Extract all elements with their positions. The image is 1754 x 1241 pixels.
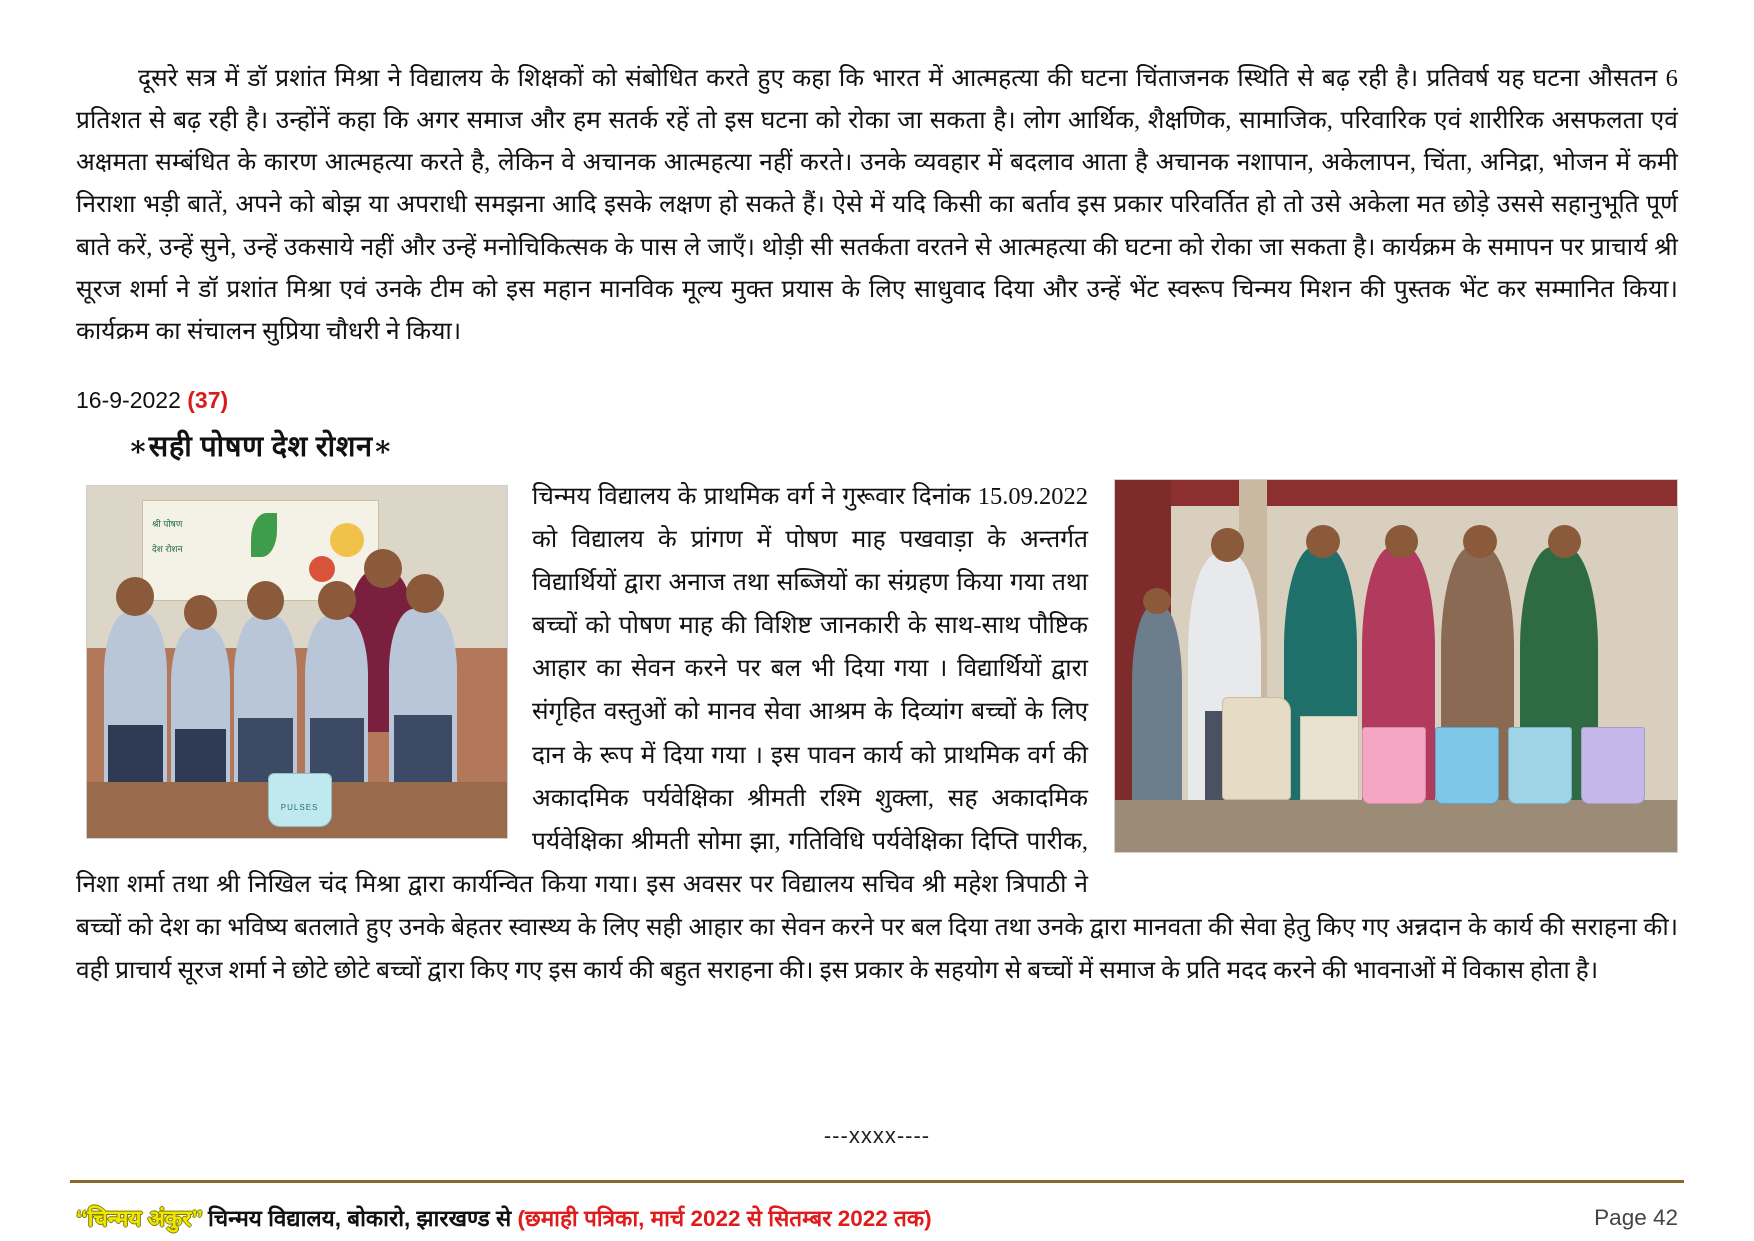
student-5-skirt xyxy=(394,715,453,782)
date-text: 16-9-2022 xyxy=(76,386,181,413)
bucket-pink xyxy=(1362,727,1426,803)
donation-bucket xyxy=(268,773,332,827)
person-6-head xyxy=(1548,525,1582,558)
person-5-head xyxy=(1463,525,1497,558)
footer-title xyxy=(76,1202,932,1233)
person-2-head xyxy=(1211,528,1245,561)
article-paragraph-1: चिन्मय विद्यालय के प्राथमिक वर्ग ने गुरूवार दिनांक 15.09.2022 को विद्यालय के प्रांगण में पोषण माह पखवाड़ा के अन्तर्गत विद्यार्थियों द्वारा अनाज तथा सब्जियों का संग्रहण किया गया तथा बच्चों को पोषण माह की विशिष्ट जानकारी के साथ-साथ पौष्टिक आहार का सेवन करने पर बल भी दिया गया । विद्यार्थियों द्वारा संगृहित वस्तुओं को मानव सेवा आश्रम के दिव्यांग बच्चों के लिए दान के रूप में दिया गया । इस पावन कार्य को प्राथमिक वर्ग की अकादमिक पर्यवेक्षिका श्रीमती रश्मि शुक्ला, सह अकादमिक पर्यवेक्षिका श्रीमती सोमा झा, गतिविधि पर्यवेक्षिका दिप्ति पारीक, निशा शर्मा तथा श्री निखिल चंद मिश्रा द्वारा कार्यन्वित किया गया। इस अवसर पर विद्यालय सचिव श्री महेश त्रिपाठी ने बच्चों को देश का भविष्य बतलाते हुए उनके बेहतर स्वास्थ्य के लिए सही आहार का सेवन करने पर बल दिया तथा उनके द्वारा मानवता की सेवा हेतु किए गए अन्नदान के कार्य की सराहना की। वही प्राचार्य सूरज शर्मा ने छोटे छोटे बच्चों द्वारा किए गए इस कार्य की बहुत सराहना की। इस प्रकार के सहयोग से बच्चों में समाज के प्रति मदद करने की भावनाओं में विकास होता है। xyxy=(76,482,1678,985)
student-5-head xyxy=(406,574,444,613)
date-line xyxy=(76,387,1678,414)
student-4-skirt xyxy=(310,718,365,781)
item-number: (37) xyxy=(187,386,229,413)
article-headline: ∗सही पोषण देश रोशन∗ xyxy=(128,430,394,463)
person-3-head xyxy=(1306,525,1340,558)
footer-rule xyxy=(70,1180,1684,1183)
student-3-head xyxy=(247,581,285,620)
footer-issue-range: (छमाही पत्रिका, मार्च 2022 से सितम्बर 2022 तक) xyxy=(517,1206,932,1231)
leaf-icon xyxy=(251,513,277,557)
person-1 xyxy=(1132,606,1183,799)
grain-sack xyxy=(1222,697,1291,799)
plastic-bag xyxy=(1300,716,1358,800)
section-separator: ---xxxx---- xyxy=(823,1123,931,1148)
page-number: Page 42 xyxy=(1594,1204,1678,1230)
student-2-trousers xyxy=(175,729,225,782)
bucket-cyan xyxy=(1508,727,1572,803)
article-body xyxy=(76,475,1678,992)
person-1-head xyxy=(1143,588,1171,614)
photo-students-with-bucket xyxy=(86,485,508,839)
bucket-blue xyxy=(1435,727,1499,803)
top-paragraph: दूसरे सत्र में डॉ प्रशांत मिश्रा ने विद्यालय के शिक्षकों को संबोधित करते हुए कहा कि भारत में आत्महत्या की घटना चिंताजनक स्थिति से बढ़ रही है। प्रतिवर्ष यह घटना औसतन 6 प्रतिशत से बढ़ रही है। उन्होंनें कहा कि अगर समाज और हम सतर्क रहें तो इस घटना को रोका जा सकता है। लोग आर्थिक, शैक्षणिक, सामाजिक, परिवारिक एवं शारीरिक असफलता एवं अक्षमता सम्बंधित के कारण आत्महत्या करते है, लेकिन वे अचानक आत्महत्या नहीं करते। उनके व्यवहार में बदलाव आता है अचानक नशापान, अकेलापन, चिंता, अनिद्रा, भोजन में कमी निराशा भड़ी बातें, अपने को बोझ या अपराधी समझना आदि इसके लक्षण हो सकते हैं। ऐसे में यदि किसी का बर्ताव इस प्रकार परिवर्तित हो तो उसे अकेला मत छोड़े उससे सहानुभूति पूर्ण बाते करें, उन्हें सुने, उन्हें उकसाये नहीं और उन्हें मनोचिकित्सक के पास ले जाएँ। थोड़ी सी सतर्कता वरतने से आत्महत्या की घटना को रोका जा सकता है। कार्यक्रम के समापन पर प्राचार्य श्री सूरज शर्मा ने डॉ प्रशांत मिश्रा एवं उनके टीम को इस महान मानविक मूल्य मुक्त प्रयास के लिए साधुवाद दिया और उन्हें भेंट स्वरूप चिन्मय मिशन की पुस्तक भेंट कर सम्मानित किया। कार्यक्रम का संचालन सुप्रिया चौधरी ने किया। xyxy=(76,65,1678,345)
fruit-icon xyxy=(330,523,364,557)
teacher-head xyxy=(364,549,402,588)
student-3-skirt xyxy=(238,718,293,781)
page-footer xyxy=(76,1202,1678,1233)
footer-school-name: चिन्मय विद्यालय, बोकारो, झारखण्ड से xyxy=(202,1206,518,1231)
photo-group-with-donations xyxy=(1114,479,1678,853)
banner-line-1: श्री पोषण xyxy=(152,518,183,529)
bucket-purple xyxy=(1581,727,1645,803)
banner-line-2: देश रोशन xyxy=(152,544,183,555)
student-1-trousers xyxy=(108,725,163,781)
tomato-icon xyxy=(309,556,335,582)
footer-magazine-name: ‘‘चिन्मय अंकुर’’ xyxy=(76,1206,203,1231)
student-2-head xyxy=(184,595,218,630)
photo-floor xyxy=(1115,800,1677,852)
student-4-head xyxy=(318,581,356,620)
bucket-label: PULSES xyxy=(280,803,319,813)
